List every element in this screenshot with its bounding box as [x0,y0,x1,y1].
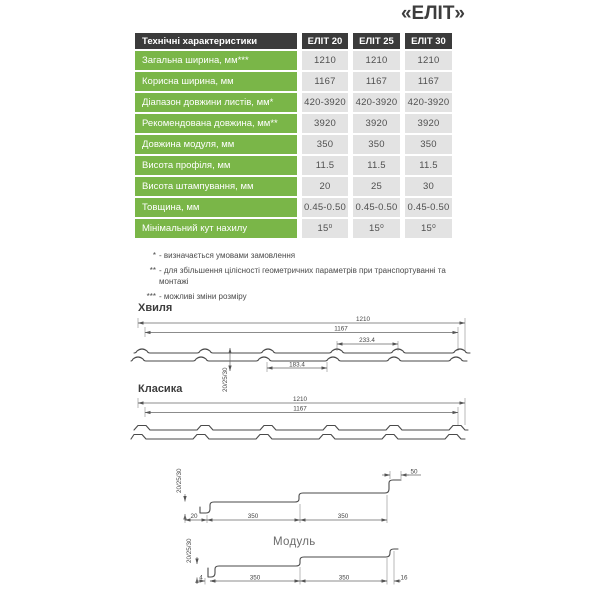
footnote [142,265,451,288]
row-label: Товщина, мм [135,198,297,217]
row-label: Мінімальний кут нахилу [135,219,297,238]
spec-table [135,33,452,238]
cell-value: 25 [353,177,400,196]
cell-value: 1210 [405,51,452,70]
footnote-text: - можливі зміни розміру [159,291,247,301]
dim-module-1: 350 [247,513,259,520]
row-label: Корисна ширина, мм [135,72,297,91]
footnote-marker: * [152,251,156,260]
dim-useful-width: 1167 [334,325,348,333]
dim-module-2: 350 [337,513,349,520]
classic-profile-diagram [130,395,475,455]
cell-value: 1210 [353,51,400,70]
dim-overall-width: 1210 [355,316,371,323]
cell-value: 20 [302,177,348,196]
cell-value: 30 [405,177,452,196]
dim-top-step: 50 [410,468,418,476]
cell-value: 3920 [302,114,348,133]
footnote-text: - для збільшення цілісності геометричних параметрів при транспортуванні та монтажі [159,265,446,287]
cell-value: 350 [405,135,452,154]
cell-value: 420-3920 [353,93,400,112]
dim-start: 20 [190,513,198,520]
row-label: Діапазон довжини листів, мм* [135,93,297,112]
cell-value: 1167 [353,72,400,91]
cell-value: 3920 [353,114,400,133]
cell-value: 0.45-0.50 [353,198,400,217]
table-header-elit20: ЕЛІТ 20 [302,33,348,49]
classic-section-label: Класика [138,383,183,395]
row-label: Висота штампування, мм [135,177,297,196]
dim-module-bottom: 183.4 [289,361,305,369]
table-header-characteristics: Технічні характеристики [135,33,297,49]
cell-value: 350 [353,135,400,154]
cell-value: 420-3920 [405,93,452,112]
cell-value: 3920 [405,114,452,133]
row-label: Довжина модуля, мм [135,135,297,154]
cell-value: 1167 [302,72,348,91]
dim-stamp-height: 20/25/30 [186,538,193,563]
dim-end: 16 [400,574,408,582]
row-label: Загальна ширина, мм*** [135,51,297,70]
footnote [142,250,451,262]
cell-value: 1167 [405,72,452,91]
cell-value: 11.5 [302,156,348,175]
footnote-marker: ** [149,265,156,275]
dim-overall-width: 1210 [292,396,308,403]
cell-value: 11.5 [405,156,452,175]
table-header-elit25: ЕЛІТ 25 [353,33,400,49]
cell-value: 15⁰ [302,219,348,238]
cell-value: 11.5 [353,156,400,175]
cell-value: 350 [302,135,348,154]
cell-value: 1210 [302,51,348,70]
module-profile-diagram [130,535,475,597]
page-title: «ЕЛІТ» [400,3,465,24]
dim-start: 4 [199,574,203,582]
footnote-text: - визначається умовами замовлення [159,251,296,260]
dim-module-1: 350 [249,574,261,582]
step-profile-diagram [130,460,475,532]
dim-stamp-height: 20/25/30 [176,468,183,493]
cell-value: 0.45-0.50 [302,198,348,217]
cell-value: 420-3920 [302,93,348,112]
footnotes [142,250,451,305]
row-label: Висота профіля, мм [135,156,297,175]
cell-value: 0.45-0.50 [405,198,452,217]
wave-section-label: Хвиля [138,302,173,314]
module-section-label: Модуль [273,536,316,548]
dim-useful-width: 1167 [293,405,307,413]
footnote-marker: *** [146,291,156,301]
table-header-elit30: ЕЛІТ 30 [405,33,452,49]
row-label: Рекомендована довжина, мм** [135,114,297,133]
dim-module-2: 350 [338,574,350,582]
dim-module-top: 233.4 [359,337,375,344]
dim-stamp-height: 20/25/30 [222,367,229,392]
cell-value: 15⁰ [353,219,400,238]
footnote [142,291,451,303]
cell-value: 15⁰ [405,219,452,238]
